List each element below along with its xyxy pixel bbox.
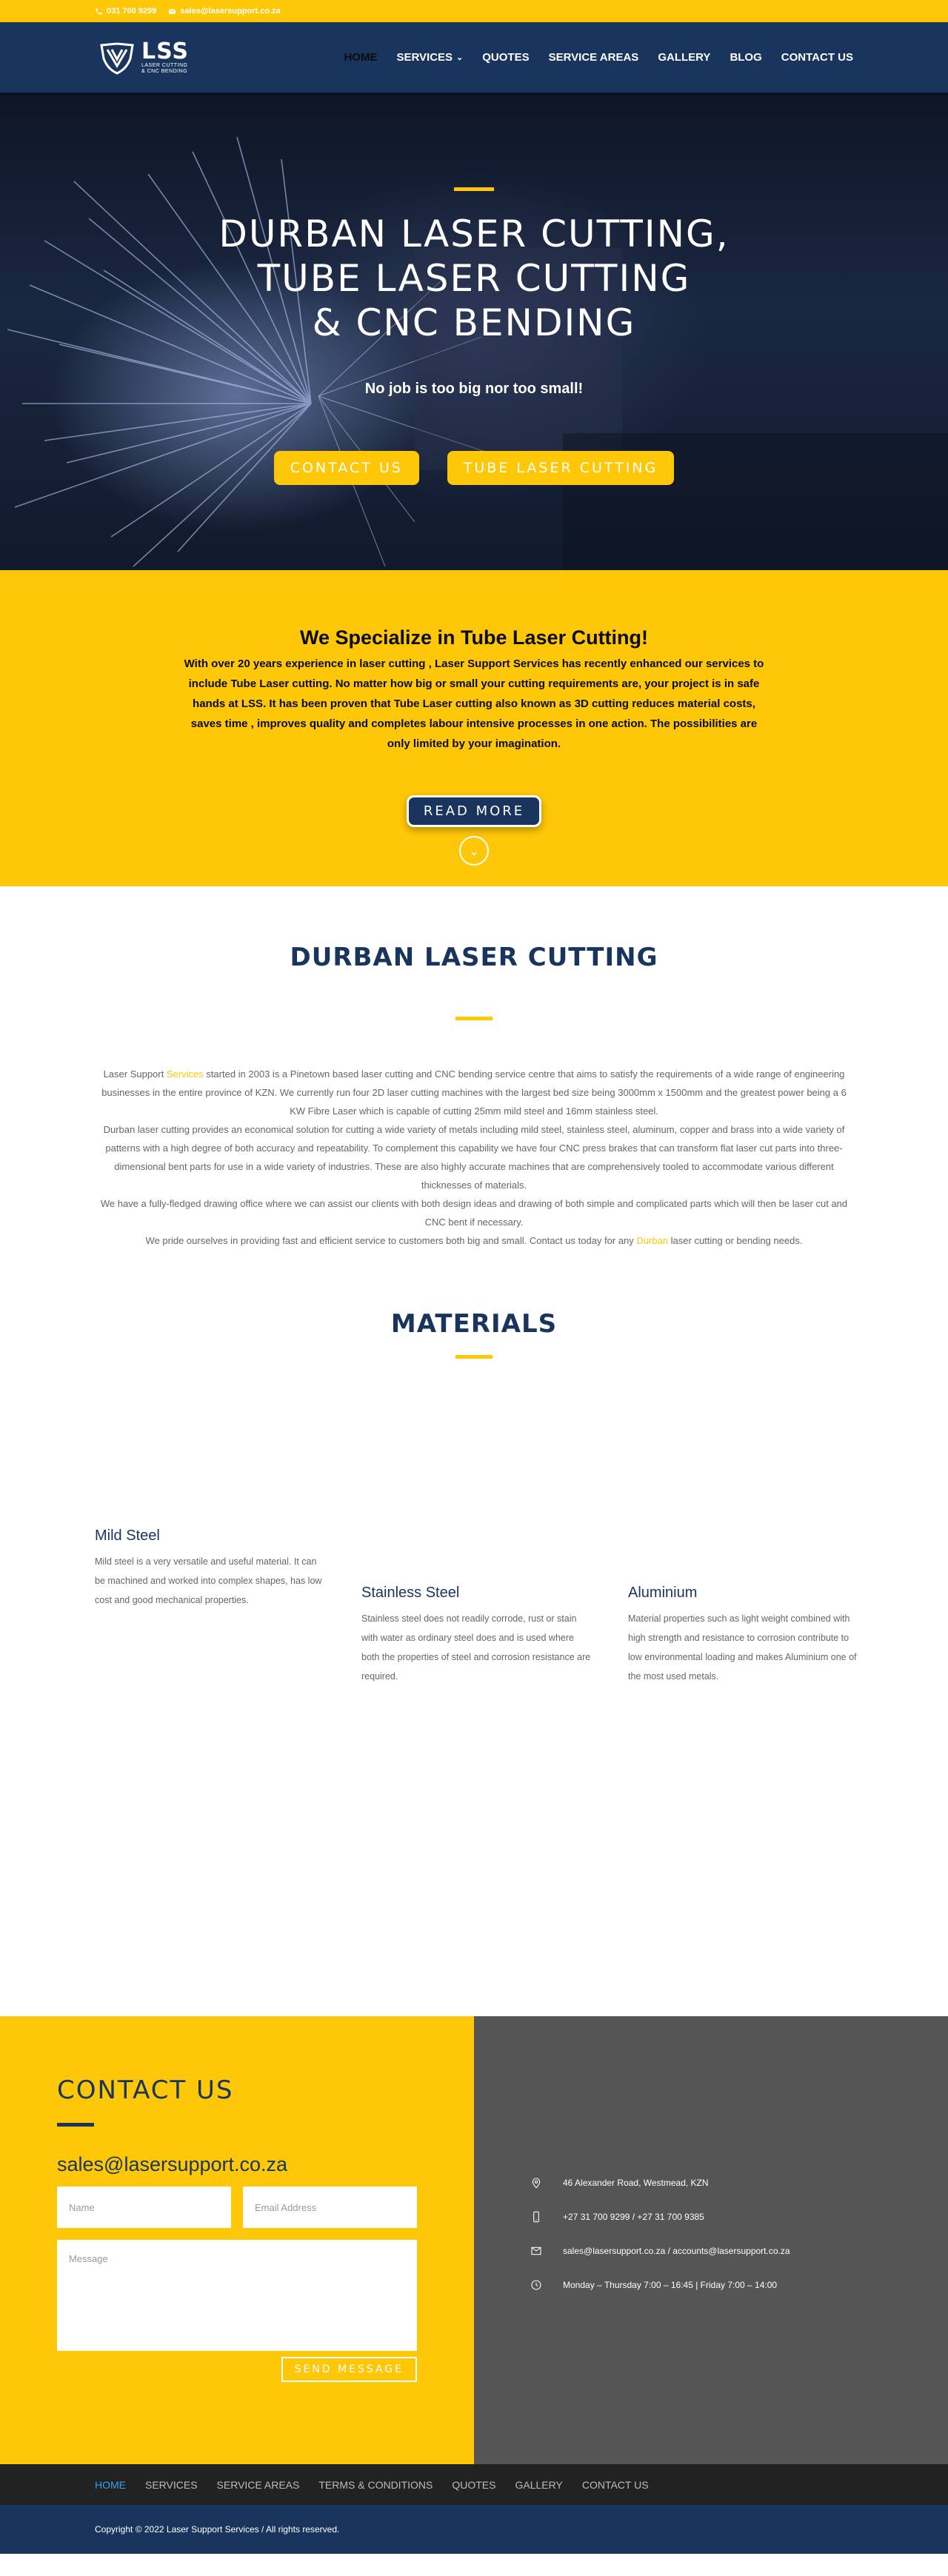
specialize-section [0, 570, 948, 886]
about-paragraph-3: We have a fully-fledged drawing office where we can assist our clients with both design ideas and drawing of both simple and complicated parts which will then be laser cut and CNC bent if necessary. [100, 1198, 848, 1228]
about-paragraph-1 [93, 1065, 855, 1120]
hero-accent-rule [454, 187, 494, 191]
materials-section [0, 1250, 948, 2016]
mail-icon [168, 7, 176, 16]
scroll-down-icon[interactable]: ⌄ [459, 836, 489, 866]
footer-nav [0, 2464, 948, 2505]
nav-gallery[interactable]: GALLERY [658, 51, 711, 64]
specialize-heading: We Specialize in Tube Laser Cutting! [299, 626, 649, 649]
footer-nav-quotes[interactable]: QUOTES [452, 2478, 496, 2491]
contact-form-panel [0, 2016, 474, 2464]
topbar-email-text: sales@lasersupport.co.za [180, 7, 281, 16]
nav-quotes[interactable]: QUOTES [482, 51, 530, 64]
footer-nav-gallery[interactable]: GALLERY [515, 2478, 563, 2491]
logo-text [141, 38, 189, 75]
about-accent-rule [455, 1017, 493, 1020]
hero-buttons [0, 451, 948, 485]
footer-nav-terms[interactable]: TERMS & CONDITIONS [318, 2478, 433, 2491]
about-title: DURBAN LASER CUTTING [290, 943, 658, 972]
contact-section [0, 2016, 948, 2464]
topbar-phone-text: 031 700 9299 [107, 7, 157, 16]
phone-text[interactable]: +27 31 700 9299 / +27 31 700 9385 [563, 2212, 704, 2222]
hero-title [0, 212, 948, 345]
message-field[interactable]: Message [57, 2240, 417, 2351]
footer-nav-contact-us[interactable]: CONTACT US [581, 2478, 649, 2491]
material-name: Mild Steel [95, 1528, 160, 1544]
logo-subline-1: LASER CUTTING [141, 62, 188, 68]
nav-contact-us[interactable]: CONTACT US [781, 51, 853, 64]
email-row [530, 2234, 948, 2268]
nav-home[interactable]: HOME [344, 51, 378, 64]
footer-nav-home[interactable]: HOME [95, 2478, 126, 2491]
about-text [93, 1065, 855, 1250]
hours-row [530, 2268, 948, 2302]
map-pin-icon [530, 2177, 542, 2189]
copyright-text: Copyright © 2022 Laser Support Services / All rights reserved. [95, 2524, 340, 2535]
topbar-email[interactable] [168, 7, 280, 16]
footer-nav-services[interactable]: SERVICES [145, 2478, 198, 2491]
logo[interactable] [99, 39, 189, 76]
send-wrapper [57, 2357, 417, 2382]
name-field[interactable]: Name [57, 2187, 231, 2228]
about-paragraph-4 [93, 1231, 855, 1250]
hero-content [0, 93, 948, 485]
email-text[interactable]: sales@lasersupport.co.za / accounts@lasersupport.co.za [563, 2246, 790, 2256]
shield-logo-icon [99, 39, 136, 76]
main-nav [344, 51, 853, 64]
material-name: Stainless Steel [361, 1585, 460, 1601]
envelope-icon [530, 2245, 542, 2257]
material-description: Mild steel is a very versatile and useful material. It can be machined and worked into complex shapes, has low cost and good mechanical properties. [95, 1556, 322, 1605]
material-description: Stainless steel does not readily corrode, rust or stain with water as ordinary steel does and is used where both the properties of steel and corrosion resistance are required. [361, 1613, 591, 1682]
hours-text: Monday – Thursday 7:00 – 16:45 | Friday 7:00 – 14:00 [563, 2280, 778, 2290]
hero-tagline: No job is too big nor too small! [364, 381, 584, 397]
material-card [628, 1585, 858, 1686]
contact-accent-rule [57, 2123, 94, 2127]
about-p1-start: Laser Support [103, 1068, 167, 1080]
hero-title-line-3: & CNC BENDING [312, 301, 636, 344]
durban-laser-cutting-section [0, 886, 948, 1250]
email-field[interactable]: Email Address [243, 2187, 417, 2228]
footer-bottom-bar [0, 2505, 948, 2554]
material-card [95, 1528, 324, 1610]
about-p4-end: laser cutting or bending needs. [668, 1235, 803, 1246]
materials-title: MATERIALS [390, 1309, 558, 1339]
contact-title: CONTACT US [57, 2075, 234, 2105]
material-card [361, 1585, 591, 1686]
phone-icon [95, 7, 103, 16]
about-paragraph-2: Durban laser cutting provides an economical solution for cutting a wide variety of metals including mild steel, stainless steel, aluminum, copper and brass into a wide variety of patterns with a high degree of both accuracy and repeatability. To complement this capability we have four CNC press brakes that can transform flat laser cut parts into three-dimensional bent parts for use in a wide variety of industries. These are also highly accurate machines that are comprehensively tooled to accommodate various different thicknesses of materials. [103, 1124, 845, 1191]
logo-wordmark: LSS [141, 38, 189, 64]
hero-banner [0, 93, 948, 570]
site-header [0, 22, 948, 93]
nav-service-areas[interactable]: SERVICE AREAS [548, 51, 639, 64]
chevron-down-icon: ⌄ [456, 53, 464, 62]
about-p4-start: We pride ourselves in providing fast and efficient service to customers both big and small. Contact us today for any [145, 1235, 637, 1246]
contact-info-panel [474, 2016, 948, 2464]
send-message-button[interactable]: SEND MESSAGE [281, 2357, 417, 2382]
footer-nav-service-areas[interactable]: SERVICE AREAS [216, 2478, 300, 2491]
clock-icon [530, 2279, 542, 2291]
address-text: 46 Alexander Road, Westmead, KZN [563, 2178, 709, 2188]
read-more-button[interactable]: READ MORE [407, 795, 541, 827]
mobile-phone-icon [530, 2211, 542, 2223]
nav-services-label: SERVICES [396, 51, 453, 64]
services-link[interactable]: Services [166, 1068, 204, 1080]
materials-accent-rule [455, 1355, 493, 1359]
nav-services[interactable] [396, 51, 463, 64]
nav-blog[interactable]: BLOG [730, 51, 762, 64]
logo-subline-2: & CNC BENDING [141, 68, 188, 74]
hero-title-line-2: TUBE LASER CUTTING [257, 257, 691, 300]
tube-laser-cutting-button[interactable]: TUBE LASER CUTTING [447, 451, 675, 485]
topbar-phone[interactable] [95, 7, 156, 16]
durban-link[interactable]: Durban [636, 1235, 669, 1246]
phone-row [530, 2200, 948, 2234]
top-bar [0, 0, 948, 22]
material-name: Aluminium [628, 1585, 698, 1601]
contact-us-button[interactable]: CONTACT US [274, 451, 419, 485]
about-p1-end: started in 2003 is a Pinetown based laser cutting and CNC bending service centre that aims to satisfy the requirements of a wide range of engineering businesses in the entire province of KZN. We currently run four 2D laser cutting machines with the largest bed size being 3000mm x 1500mm and the greatest power being a 6 KW Fibre Laser which is capable of cutting 25mm mild steel and 16mm stainless steel. [101, 1068, 847, 1117]
address-row [530, 2166, 948, 2200]
hero-title-line-1: DURBAN LASER CUTTING, [218, 213, 730, 255]
contact-form-row [57, 2187, 417, 2228]
material-description: Material properties such as light weight combined with high strength and resistance to corrosion contribute to low environmental loading and makes Aluminium one of the most used metals. [628, 1613, 857, 1682]
specialize-text: With over 20 years experience in laser cutting , Laser Support Services has recently enhanced our services to include Tube Laser cutting. No matter how big or small your cutting requirements are, your project is in safe hands at LSS. It has been proven that Tube Laser cutting also known as 3D cutting reduces material costs, saves time , improves quality and completes labour intensive processes in one action. The possibilities are only limited by your imagination. [184, 658, 764, 750]
contact-email: sales@lasersupport.co.za [57, 2153, 288, 2175]
